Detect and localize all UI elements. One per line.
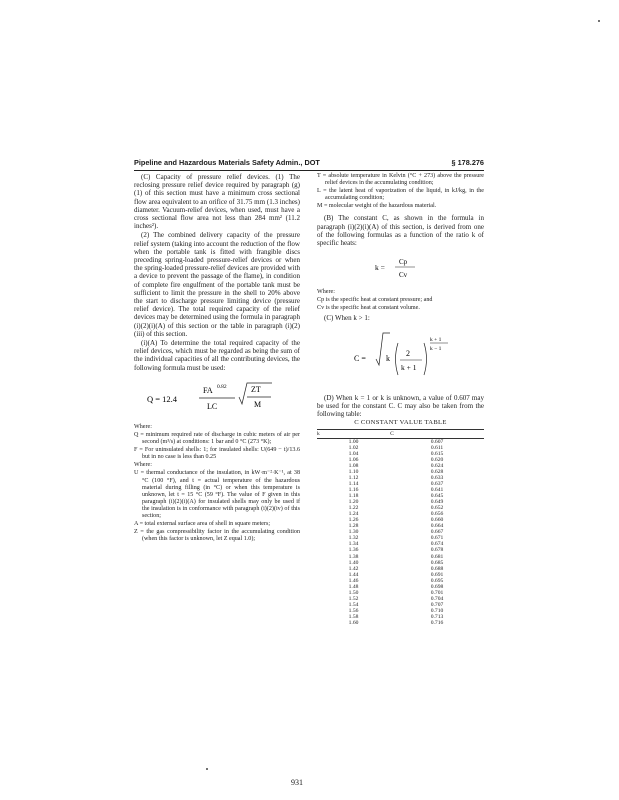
table-cell-c: 0.615 — [430, 450, 444, 457]
table-cell-k: 1.60 — [348, 620, 359, 627]
table-cell-c: 0.637 — [430, 480, 444, 487]
running-header — [134, 158, 484, 170]
table-cell-k: 1.00 — [348, 438, 359, 445]
table-cell-k: 1.02 — [348, 444, 359, 451]
c-k: k — [385, 353, 390, 363]
table-cell-k: 1.56 — [348, 607, 359, 614]
table-cell-c: 0.667 — [430, 529, 444, 536]
c-lhs: C = — [353, 353, 366, 363]
c-exp-den: k − 1 — [429, 345, 441, 352]
table-cell-k: 1.30 — [348, 529, 359, 536]
c-exp-num: k + 1 — [429, 336, 441, 343]
q-den: LC — [207, 401, 218, 411]
definition-cp: Cp is the specific heat at constant pressure; and — [317, 297, 433, 304]
paragraph-capacity: (C) Capacity of pressure relief devices. (1) The reclosing pressure relief device required by paragraph (g)(1) of this section must have a minimum cross sectional flow area equivalent to an orifice of 31.75 mm (1.3 inches) diameter. Vacuum-relief devices, when used, must have a cross sectional flow area not less than 284 mm² (11.2 inches²). — [134, 173, 300, 231]
table-cell-c: 0.611 — [430, 444, 444, 451]
table-cell-c: 0.641 — [430, 487, 444, 493]
paragraph-constant-c: (B) The constant C, as shown in the formula in paragraph (i)(2)(i)(A) of this section, is derived from one of the following formulas as a function of the ratio k of specific heats: — [317, 214, 484, 248]
k-lhs: k = — [374, 263, 385, 273]
header-title: Pipeline and Hazardous Materials Safety Admin., DOT — [134, 158, 320, 167]
table-header-k: k — [317, 429, 390, 438]
table-cell-c: 0.607 — [430, 438, 444, 445]
table-cell-c: 0.695 — [430, 577, 444, 584]
table-cell-k: 1.20 — [348, 499, 359, 506]
table-cell-c: 0.656 — [430, 511, 444, 518]
table-body — [317, 438, 484, 626]
right-column — [317, 173, 484, 626]
definition-u: U = thermal conductance of the insulation, in kW·m⁻²·K⁻¹, at 38 °C (100 °F), and t = actual temperature of the hazardous material during filling (in °C) or when this temperature is unknown, let t = 15 °C (59 °F). The value of F given in this paragraph (i)(2)(i)(A) for insulated shells may only be used if the insulation is in conformance with paragraph (i)(2)(iv) of this section; — [134, 470, 300, 519]
table-cell-c: 0.710 — [430, 607, 444, 614]
table-cell-k: 1.50 — [348, 589, 359, 596]
table-header-c: C — [390, 429, 484, 438]
header-section: § 178.276 — [451, 158, 484, 167]
table-cell-k: 1.38 — [348, 553, 359, 560]
scan-speck — [598, 20, 600, 22]
table-cell-k: 1.24 — [348, 511, 359, 518]
table-cell-c: 0.633 — [430, 474, 444, 481]
table-cell-c: 0.652 — [430, 505, 444, 512]
q-formula-graphic — [137, 379, 297, 417]
q-exp: 0.82 — [217, 383, 227, 390]
table-cell-c: 0.671 — [430, 535, 444, 542]
table-cell-k: 1.52 — [348, 595, 359, 602]
table-row — [317, 620, 484, 626]
table-cell-c: 0.713 — [430, 613, 444, 620]
table-cell-c: 0.628 — [430, 468, 444, 475]
table-cell-c: 0.649 — [430, 499, 444, 506]
paragraph-combined-capacity: (2) The combined delivery capacity of the pressure relief system (taking into account the reduction of the flow when the portable tank is fitted with frangible discs preceding spring-loaded pressure-relief devices or when the spring-loaded pressure-relief devices are provided with a device to prevent the passage of the flame), in condition of complete fire engulfment of the portable tank must be sufficient to limit the pressure in the shell to 20% above the start to discharge pressure limiting device (pressure relief device). The total required capacity of the relief devices may be determined using the formula in paragraph (i)(2)(i)(A) of this section or the table in paragraph (i)(2)(iii) of this section. — [134, 231, 300, 338]
table-cell-k: 1.28 — [348, 523, 359, 530]
table-cell-c: 0.660 — [430, 517, 444, 524]
definition-t: T = absolute temperature in Kelvin (°C + 273) above the pressure relief devices in the accumulating condition; — [317, 173, 484, 187]
table-cell-k: 1.44 — [348, 571, 359, 578]
c-formula-graphic — [346, 329, 456, 387]
table-cell-c: 0.691 — [430, 571, 444, 578]
table-cell-c: 0.707 — [430, 601, 444, 608]
table-cell-k: 1.40 — [348, 559, 359, 566]
page-number: 931 — [291, 778, 303, 787]
table-cell-k: 1.42 — [348, 565, 359, 572]
q-formula — [134, 379, 300, 417]
table-cell-k: 1.08 — [348, 462, 359, 469]
table-cell-c: 0.685 — [430, 559, 444, 566]
table-cell-k: 1.32 — [348, 535, 359, 542]
table-cell-c: 0.688 — [430, 565, 444, 572]
paragraph-k-unknown: (D) When k = 1 or k is unknown, a value of 0.607 may be used for the constant C. C may also be taken from the following table: — [317, 393, 484, 419]
table-cell-c: 0.701 — [430, 589, 444, 596]
table-cell-k: 1.14 — [348, 480, 359, 487]
definition-z: Z = the gas compressibility factor in the accumulating condition (when this factor is unknown, let Z equal 1.0); — [134, 529, 300, 543]
table-cell-c: 0.681 — [430, 553, 444, 560]
where-label-k: Where: — [317, 289, 335, 296]
table-cell-k: 1.36 — [348, 547, 359, 554]
scan-speck — [206, 768, 208, 770]
k-formula-graphic — [371, 254, 431, 282]
q-rad-den: M — [254, 399, 262, 409]
k-formula — [317, 254, 484, 282]
table-cell-c: 0.716 — [430, 620, 444, 627]
definition-cv: Cv is the specific heat at constant volume. — [317, 305, 420, 312]
table-cell-k: 1.12 — [348, 474, 359, 481]
q-num: FA — [203, 385, 213, 395]
paragraph-k-greater: (C) When k > 1: — [324, 313, 370, 322]
c-two: 2 — [405, 348, 410, 358]
k-num: Cp — [398, 258, 407, 267]
table-cell-k: 1.10 — [348, 468, 359, 475]
table-cell-k: 1.22 — [348, 505, 359, 512]
table-cell-c: 0.664 — [430, 523, 444, 530]
table-cell-k: 1.34 — [348, 541, 359, 548]
table-cell-k: 1.46 — [348, 577, 359, 584]
c-formula — [317, 329, 484, 387]
table-cell-c: 0.674 — [430, 541, 444, 548]
table-cell-k: 1.06 — [348, 456, 359, 463]
k-den: Cv — [398, 271, 407, 280]
q-lhs: Q = 12.4 — [147, 393, 178, 404]
table-cell-k: 1.48 — [348, 583, 359, 590]
table-caption: C CONSTANT VALUE TABLE — [354, 419, 447, 427]
header-rule — [134, 170, 484, 171]
table-cell-k: 1.18 — [348, 493, 359, 500]
definition-l: L = the latent heat of vaporization of the liquid, in kJ/kg, in the accumulating condition; — [317, 188, 484, 202]
table-cell-c: 0.698 — [430, 583, 444, 590]
definition-q: Q = minimum required rate of discharge in cubic meters of air per second (m³/s) at conditions: 1 bar and 0 °C (273 °K); — [134, 431, 300, 446]
where-label-1: Where: — [134, 423, 152, 430]
table-cell-k: 1.04 — [348, 450, 359, 457]
paragraph-required-capacity: (i)(A) To determine the total required capacity of the relief devices, which must be regarded as being the sum of the individual capacities of all the contributing devices, the following formula must be used: — [134, 339, 300, 372]
table-cell-k: 1.54 — [348, 601, 359, 608]
table-cell-c: 0.624 — [430, 462, 444, 469]
definition-a: A = total external surface area of shell in square meters; — [134, 521, 271, 528]
table-cell-c: 0.620 — [430, 456, 444, 463]
q-rad-num: ZT — [251, 384, 261, 394]
table-cell-k: 1.58 — [348, 613, 359, 620]
definition-f: F = For uninsulated shells: 1; for insulated shells: U(649 − t)/13.6 but in no case is less than 0.25 — [134, 447, 300, 461]
left-column — [134, 173, 300, 544]
table-cell-c: 0.704 — [430, 595, 444, 602]
where-label-2: Where: — [134, 462, 152, 469]
c-kp1: k + 1 — [400, 362, 416, 372]
table-cell-c: 0.645 — [430, 493, 444, 500]
table-cell-c: 0.678 — [430, 547, 444, 554]
table-cell-k: 1.16 — [348, 487, 359, 493]
table-cell-k: 1.26 — [348, 517, 359, 524]
definition-m: M = molecular weight of the hazardous material. — [317, 203, 437, 210]
c-constant-table — [317, 429, 484, 627]
